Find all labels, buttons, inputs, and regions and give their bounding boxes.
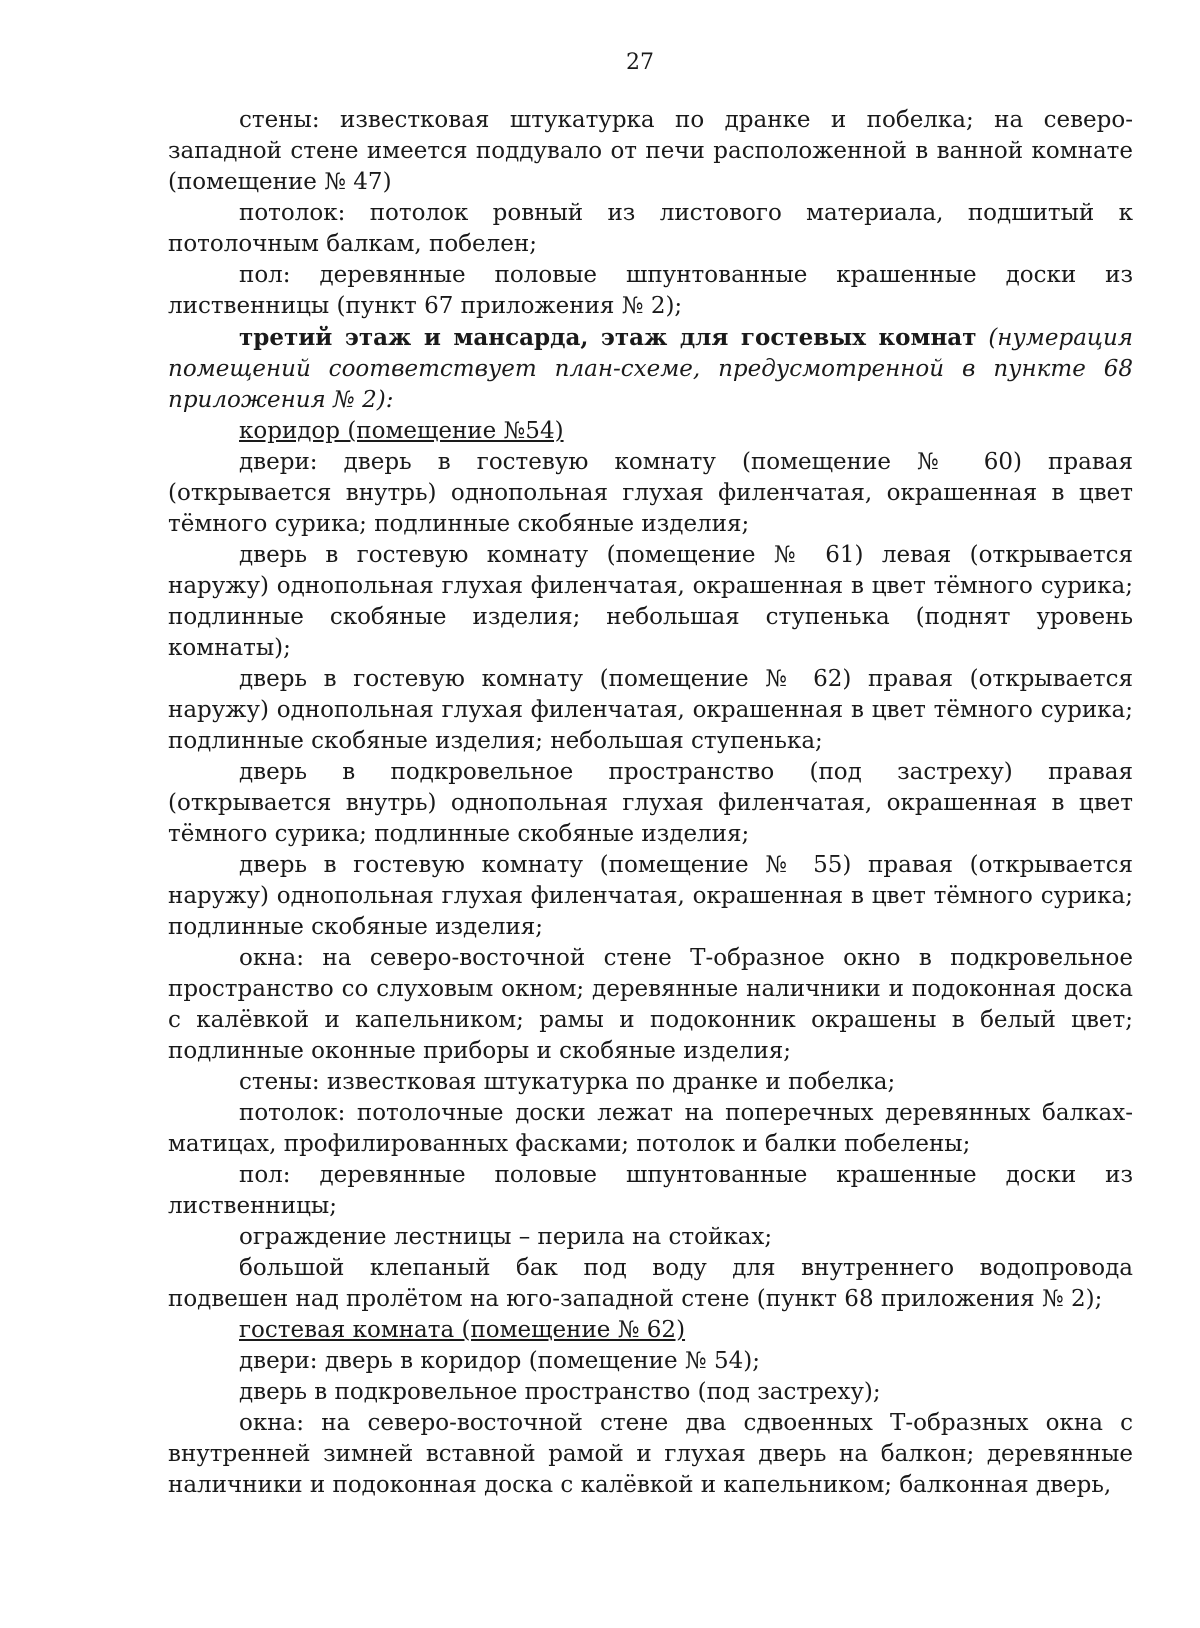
paragraph: дверь в гостевую комнату (помещение № 55) правая (открывается наружу) однопольная глухая филенчатая, окрашенная в цвет тёмного сурика; подлинные скобяные изделия;: [168, 852, 1133, 940]
paragraph: потолок: потолочные доски лежат на поперечных деревянных балках-матицах, профилированных фасками; потолок и балки побелены;: [168, 1100, 1133, 1157]
paragraph: стены: известковая штукатурка по дранке и побелка; на северо-западной стене имеется поддувало от печи расположенной в ванной комнате (помещение № 47): [168, 107, 1133, 195]
paragraph: стены: известковая штукатурка по дранке и побелка;: [239, 1069, 896, 1095]
room-heading-corridor: коридор (помещение №54): [239, 418, 564, 444]
paragraph: дверь в гостевую комнату (помещение № 62) правая (открывается наружу) однопольная глухая филенчатая, окрашенная в цвет тёмного сурика; подлинные скобяные изделия; небольшая ступенька;: [168, 666, 1133, 754]
paragraph: дверь в гостевую комнату (помещение № 61) левая (открывается наружу) однопольная глухая филенчатая, окрашенная в цвет тёмного сурика; подлинные скобяные изделия; небольшая ступенька (поднят уровень комнаты);: [168, 542, 1133, 661]
document-body: [168, 105, 1133, 1501]
floor-heading-bold: третий этаж и мансарда, этаж для гостевых комнат: [239, 324, 977, 351]
paragraph: пол: деревянные половые шпунтованные крашенные доски из лиственницы (пункт 67 приложения № 2);: [168, 262, 1133, 319]
paragraph: дверь в подкровельное пространство (под застреху) правая (открывается внутрь) однопольная глухая филенчатая, окрашенная в цвет тёмного сурика; подлинные скобяные изделия;: [168, 759, 1133, 847]
paragraph: двери: дверь в коридор (помещение № 54);: [239, 1348, 760, 1374]
room-heading-guest-room: гостевая комната (помещение № 62): [239, 1317, 686, 1343]
floor-heading-note: (нумерация помещений соответствует план-схеме, предусмотренной в пункте 68 приложения № 2):: [168, 325, 1133, 413]
paragraph: двери: дверь в гостевую комнату (помещение № 60) правая (открывается внутрь) однопольная глухая филенчатая, окрашенная в цвет тёмного сурика; подлинные скобяные изделия;: [168, 449, 1133, 537]
paragraph: большой клепаный бак под воду для внутреннего водопровода подвешен над пролётом на юго-западной стене (пункт 68 приложения № 2);: [168, 1255, 1133, 1312]
paragraph: окна: на северо-восточной стене два сдвоенных Т-образных окна с внутренней зимней вставной рамой и глухая дверь на балкон; деревянные наличники и подоконная доска с калёвкой и капельником; балконная дверь,: [168, 1410, 1133, 1498]
paragraph: пол: деревянные половые шпунтованные крашенные доски из лиственницы;: [168, 1162, 1133, 1219]
paragraph: ограждение лестницы – перила на стойках;: [239, 1224, 773, 1250]
paragraph: окна: на северо-восточной стене Т-образное окно в подкровельное пространство со слуховым окном; деревянные наличники и подоконная доска с калёвкой и капельником; рамы и подоконник окрашены в белый цвет; подлинные оконные приборы и скобяные изделия;: [168, 945, 1133, 1064]
paragraph: потолок: потолок ровный из листового материала, подшитый к потолочным балкам, побелен;: [168, 200, 1133, 257]
floor-heading: [168, 322, 1133, 416]
paragraph: дверь в подкровельное пространство (под застреху);: [239, 1379, 881, 1405]
page-number: 27: [626, 50, 654, 75]
